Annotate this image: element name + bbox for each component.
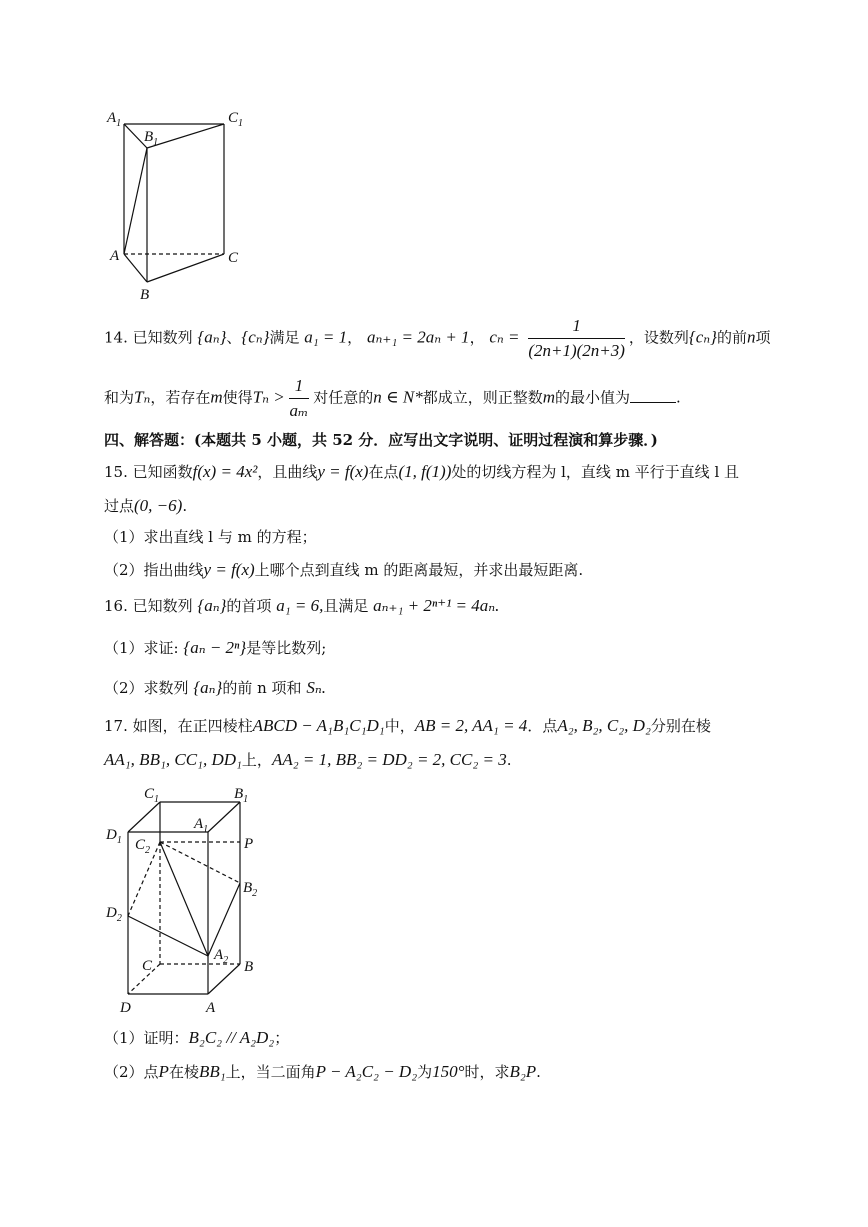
label-B2: $B_2$: [243, 880, 258, 899]
q16-part1: [104, 638, 326, 658]
label-B: B: [244, 959, 254, 975]
q16-recurrence: aₙ₊₁ + 2ⁿ⁺¹ = 4aₙ.: [373, 596, 500, 615]
q14-Tn: Tₙ: [134, 387, 151, 407]
q15-p2-yfx: y = f(x): [203, 560, 255, 579]
q14-text-1: 14. 已知数列: [104, 328, 193, 347]
q17-cond: AB = 2, AA₁ = 4: [414, 716, 528, 735]
q15-p2-text-2: 上哪个点到直线 m 的距离最短，并求出最短距离.: [254, 561, 584, 579]
label-C2: $C_2$: [135, 837, 151, 856]
q14-ineq-fraction: [289, 376, 310, 421]
label-P: P: [244, 836, 254, 852]
q16-text-1: 16. 已知数列: [104, 597, 193, 615]
label-C1: $C_1$: [228, 110, 244, 129]
q15-point: (1, f(1)): [398, 462, 452, 481]
section-4-heading: 四、解答题：(本题共 5 小题，共 52 分．应写出文字说明、证明过程演和算步骤．): [104, 431, 658, 449]
q16-p1-text-2: 是等比数列;: [246, 639, 327, 657]
q14-text-10: 的最小值为: [555, 388, 631, 407]
q16-p2-text-1: （2）求数列: [104, 679, 189, 697]
q15-line1: [104, 462, 739, 482]
q17-p2-text-5: 时，求: [464, 1063, 510, 1081]
q17-p1-expr: B₂C₂ // A₂D₂: [188, 1028, 275, 1047]
q14-m: m: [210, 387, 223, 407]
prism-figure-17: [104, 782, 274, 1022]
q17-part1: [104, 1028, 289, 1048]
q14-cn-lhs: cₙ =: [489, 327, 520, 347]
q14-nN: n ∈ N*: [373, 387, 423, 407]
q14-cn-fraction: [528, 316, 625, 361]
q14-sep: 、: [226, 328, 242, 347]
q15-part1: （1）求出直线 l 与 m 的方程；: [104, 528, 317, 546]
label-A: A: [110, 248, 120, 264]
q14-cn-num: 1: [528, 316, 625, 339]
q14-text-8: 对任意的: [313, 388, 374, 407]
prism-diagram: [104, 104, 254, 304]
q14-text-7: 使得: [222, 388, 253, 407]
q15-yfx: y = f(x): [317, 462, 369, 481]
q14-text-3: 的前: [716, 328, 747, 347]
label-A1: $A_1$: [107, 110, 122, 129]
label-A: A: [206, 1000, 216, 1016]
q17-p2-text-4: 为: [417, 1063, 433, 1081]
label-D2: $D_2$: [106, 905, 122, 924]
label-B1: $B_1$: [234, 786, 249, 805]
q15-text-5: 过点: [104, 497, 135, 515]
label-C: C: [142, 958, 153, 974]
q17-p2-text-3: 上，当二面角: [225, 1063, 316, 1081]
q14-text-5: 和为: [104, 388, 135, 407]
q17-p2-text-2: 在棱: [168, 1063, 199, 1081]
q17-prism: ABCD − A₁B₁C₁D₁: [252, 716, 385, 735]
label-C: C: [228, 250, 239, 266]
q14-a1: a₁ = 1: [304, 327, 348, 347]
q16-p1-seq: {aₙ − 2ⁿ}: [183, 638, 247, 657]
prism-figure-13: [104, 104, 254, 304]
label-A2: $A_2$: [214, 947, 229, 966]
q14-n: n: [746, 327, 756, 347]
q17-part2: [104, 1062, 541, 1082]
q17-edges: AA₁, BB₁, CC₁, DD₁: [104, 750, 242, 769]
q14-ineq-den: aₘ: [289, 401, 309, 420]
q17-p2-target: B₂P: [509, 1062, 537, 1081]
q17-line2: [104, 750, 512, 770]
q14-recurrence: aₙ₊₁ = 2aₙ + 1: [366, 327, 470, 347]
q17-cond-2: AA₂ = 1, BB₂ = DD₂ = 2, CC₂ = 3: [271, 750, 507, 769]
q14-text-4: 项: [755, 328, 771, 347]
q15-part2: [104, 560, 583, 580]
q16-p1-text-1: （1）求证:: [104, 639, 179, 657]
q17-text-4: 分别在棱: [650, 717, 711, 735]
q17-p1-text-1: （1）证明：: [104, 1029, 189, 1047]
q17-text-2: 中，: [384, 717, 415, 735]
q14-cond: 满足: [269, 328, 300, 347]
q16-p2-text-2: 的前 n 项和: [222, 679, 302, 697]
q16-p2-seq: {aₙ}: [193, 678, 223, 697]
q16-line1: [104, 596, 499, 616]
q14-cn-den: (2n+1)(2n+3): [528, 341, 625, 360]
q14-text-9: 都成立，则正整数: [422, 388, 543, 407]
q14-ineq-num: 1: [289, 376, 310, 399]
label-C1: $C_1$: [144, 786, 160, 805]
q14-period: .: [676, 388, 681, 407]
q14-seq-a: {aₙ}: [197, 327, 227, 347]
q17-p2-degree: 150°: [432, 1062, 465, 1081]
q15-text-3: 在点: [368, 463, 399, 481]
q14-seq-c: {cₙ}: [241, 327, 270, 347]
q17-p2-text-1: （2）点: [104, 1063, 159, 1081]
q15-line2: [104, 496, 187, 516]
q17-text-3: ．点: [527, 717, 558, 735]
q14-Tn-ineq: Tₙ >: [252, 387, 285, 407]
label-D1: $D_1$: [106, 827, 122, 846]
q15-text-2: ，且曲线: [257, 463, 318, 481]
q14-m2: m: [542, 387, 556, 407]
q16-a1: a₁ = 6,: [276, 596, 324, 615]
q14-text-6: ，若存在: [150, 388, 211, 407]
q16-Sn: Sₙ.: [306, 678, 326, 697]
q14-answer-blank: [630, 388, 676, 403]
q15-text-4: 处的切线方程为 l，直线 m 平行于直线 l 且: [451, 463, 740, 481]
q14-comma: ，: [347, 328, 363, 347]
q16-part2: [104, 678, 326, 698]
q15-period: .: [182, 497, 188, 515]
q17-text-5: 上，: [241, 751, 272, 769]
q17-p2-edge: BB₁: [198, 1062, 226, 1081]
q17-line1: [104, 716, 711, 736]
q15-text-1: 15. 已知函数: [104, 463, 193, 481]
q16-seq: {aₙ}: [197, 596, 227, 615]
q17-p2-P: P: [158, 1062, 169, 1081]
q16-text-2: 的首项: [226, 597, 272, 615]
q14-comma-2: ，: [469, 328, 485, 347]
square-prism-diagram: [104, 782, 274, 1022]
q15-point-2: (0, −6): [134, 496, 183, 515]
q15-p2-text-1: （2）指出曲线: [104, 561, 204, 579]
q14-line2: [104, 376, 681, 421]
label-A1: $A_1$: [194, 816, 209, 835]
q17-points: A₂, B₂, C₂, D₂: [557, 716, 651, 735]
label-D: D: [120, 1000, 131, 1016]
q17-p2-period: .: [536, 1063, 541, 1081]
q17-period: .: [506, 751, 512, 769]
q14-text-2: ，设数列: [628, 328, 689, 347]
q15-fx: f(x) = 4x²: [192, 462, 258, 481]
q17-text-1: 17. 如图，在正四棱柱: [104, 717, 253, 735]
q17-p2-angle: P − A₂C₂ − D₂: [315, 1062, 418, 1081]
q16-text-3: 且满足: [323, 597, 369, 615]
label-B1: $B_1$: [144, 129, 159, 148]
q17-p1-text-2: ；: [274, 1029, 290, 1047]
q14-line1: [104, 316, 771, 361]
q14-seq-c2: {cₙ}: [688, 327, 717, 347]
label-B: B: [140, 287, 150, 303]
